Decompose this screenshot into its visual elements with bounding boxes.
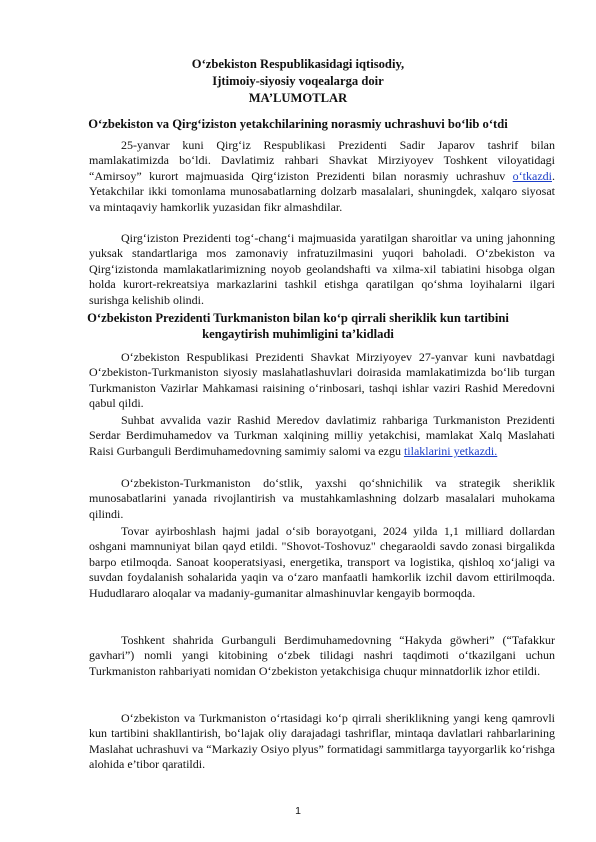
section-2-paragraph-6: O‘zbekiston va Turkmaniston o‘rtasidagi ko‘p qirrali sheriklikning yangi keng qamrovli kun tartibini shakllantirish, bo‘lajak oliy darajadagi tashriflar, mintaqa davlatlari rahbarlarining Maslahat uchrashuvi va “Markaziy Osiyo plyus” formatidagi sammitlarga tayyorgarlik ko‘rishga alohida e’tibor qaratildi. — [89, 711, 555, 772]
link-tilaklarini-yetkazdi[interactable]: tilaklarini yetkazdi. — [403, 443, 498, 458]
header-line-2: Ijtimoiy-siyosiy voqealarga doir — [212, 74, 384, 88]
paragraph-text: Suhbat avvalida vazir Rashid Meredov davlatimiz rahbariga Turkmaniston Prezidenti Serdar Berdimuhamedov va Turkman xalqining milliy yetakchisi, mamlakat Xalq Maslahati Raisi Gurbanguli Berdimuhamedovning samimiy salomi va ezgu — [89, 413, 555, 458]
section-2-paragraph-1: O‘zbekiston Respublikasi Prezidenti Shavkat Mirziyoyev 27-yanvar kuni navbatdagi O‘zbekiston-Turkmaniston siyosiy maslahatlashuvlari doirasida mamlakatimizda bo‘lib turgan Turkmaniston Vazirlar Mahkamasi raisining o‘rinbosari, tashqi ishlar vaziri Rashid Meredovni qabul qildi. — [89, 350, 555, 411]
section-2-paragraph-4: Tovar ayirboshlash hajmi jadal o‘sib borayotgani, 2024 yilda 1,1 milliard dollardan oshgani mamnuniyat bilan qayd etildi. "Shovot-Toshovuz" chegaraoldi savdo zonasi birgalikda barpo etilmoqda. Sanoat kooperatsiyasi, energetika, transport va logistika, qishloq xo‘jaligi va suvdan foydalanish sohalarida yaqin va o‘zaro manfaatli hamkorlik izchil davom ettirilmoqda. Hududlararo aloqalar va madaniy-gumanitar almashinuvlar kengayib bormoqda. — [89, 524, 555, 600]
section-1-paragraph-1 — [89, 138, 555, 215]
document-header — [0, 56, 596, 107]
page-number: 1 — [295, 805, 301, 817]
section-2-paragraph-2 — [89, 413, 555, 459]
link-otkazdi[interactable]: o‘tkazdi — [512, 168, 552, 183]
header-line-3: MA’LUMOTLAR — [248, 91, 348, 105]
section-1-paragraph-2: Qirg‘iziston Prezidenti tog‘-chang‘i majmuasida yaratilgan sharoitlar va uning jahonning yuksak standartlariga mos zamonaviy infratuzilmasini yuqori baholadi. O‘zbekiston va Qirg‘izistonda mamlakatlarimizning noyob geolandshafti va xilma-xil tabiatini hisobga olgan holda kurort-rekreatsiya markazlarini tashkil etishga qaratilgan qo‘shma loyihalarni ilgari surishga kelishib olindi. — [89, 231, 555, 307]
section-1-title: O‘zbekiston va Qirg‘iziston yetakchilarining norasmiy uchrashuvi bo‘lib o‘tdi — [88, 117, 508, 131]
paragraph-text: . Yetakchilar ikki tomonlama munosabatlarning dolzarb masalalari, shuningdek, xalqaro siyosat va mintaqaviy hamkorlik yuzasidan fikr almashdilar. — [89, 168, 555, 214]
section-2-title: O‘zbekiston Prezidenti Turkmaniston bilan ko‘p qirrali sheriklik kun tartibini kengaytirish muhimligini ta’kidladi — [87, 311, 509, 341]
header-line-1: O‘zbekiston Respublikasidagi iqtisodiy, — [191, 57, 405, 71]
paragraph-text: 25-yanvar kuni Qirg‘iz Respublikasi Prezidenti Sadir Japarov tashrif bilan mamlakatimizda bo‘ldi. Davlatimiz rahbari Shavkat Mirziyoyev Toshkent viloyatidagi “Amirsoy” kurort majmuasida Qirg‘iziston Prezidenti bilan norasmiy uchrashuv — [89, 138, 555, 183]
section-2-paragraph-5: Toshkent shahrida Gurbanguli Berdimuhamedovning “Hakyda göwheri” (“Tafakkur gavhari”) nomli yangi kitobining o‘zbek tilidagi nashri taqdimoti o‘tkazilgani uchun Turkmaniston rahbariyati nomidan O‘zbekiston yetakchisiga chuqur minnatdorlik izhor etildi. — [89, 633, 555, 678]
section-2-paragraph-3: O‘zbekiston-Turkmaniston do‘stlik, yaxshi qo‘shnichilik va strategik sheriklik munosabatlarini yanada rivojlantirish va mustahkamlashning dolzarb masalalari muhokama qilindi. — [89, 476, 555, 521]
